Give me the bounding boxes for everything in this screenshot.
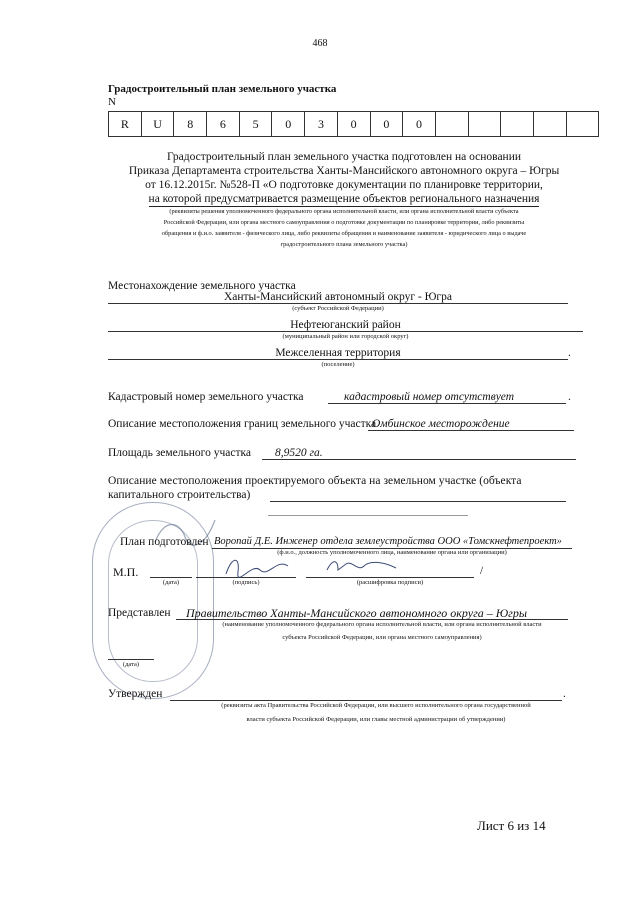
object-description-line-1: Описание местоположения проектируемого объекта на земельном участке (объекта: [108, 475, 522, 487]
area-value: 8,9520 га.: [275, 447, 323, 459]
plan-number-cell: 0: [370, 112, 403, 137]
cadastral-end: .: [568, 391, 571, 403]
basis-caption-3: обращения и ф.и.о. заявителя - физического лица, либо реквизиты обращения и наименование заявителя - юридического лица о выдаче: [161, 230, 527, 237]
location-district-line: [108, 331, 583, 332]
sheet-number: Лист 6 из 14: [477, 818, 546, 833]
approved-caption-1: (реквизиты акта Правительства Российской Федерации, или высшего исполнительного органа государственной: [221, 702, 531, 709]
location-district-value: Нефтеюганский район: [290, 319, 401, 331]
cadastral-value: кадастровый номер отсутствует: [344, 391, 515, 403]
area-label: Площадь земельного участка: [108, 447, 251, 459]
cadastral-label: Кадастровый номер земельного участка: [108, 391, 304, 403]
signature-decode-end: /: [480, 565, 484, 577]
plan-number-cell: 6: [207, 112, 240, 137]
mp-label: М.П.: [113, 565, 139, 579]
prepared-date-caption: (дата): [162, 579, 180, 586]
location-subject-value: Ханты-Мансийский автономный округ - Югра: [223, 291, 453, 303]
plan-number-cell: 3: [305, 112, 338, 137]
prepared-label: План подготовлен: [120, 536, 209, 548]
plan-number-cell: 0: [403, 112, 436, 137]
presented-date-caption: (дата): [122, 661, 140, 668]
plan-number-cell: [435, 112, 468, 137]
prepared-date-line: [150, 577, 192, 578]
signature-caption: (подпись): [232, 579, 260, 586]
boundaries-line: [368, 430, 574, 431]
plan-number-table: [108, 111, 599, 137]
approved-label: Утвержден: [108, 688, 163, 700]
object-description-faint-line: [268, 515, 468, 516]
basis-line-1: Приказа Департамента строительства Ханты-Мансийского автономного округа – Югры: [128, 165, 560, 177]
approved-line: [170, 700, 562, 701]
location-subject-line: [108, 303, 568, 304]
plan-number-cell: 8: [174, 112, 207, 137]
approved-end: .: [563, 688, 566, 700]
location-settlement-line: [108, 359, 568, 360]
document-title: Градостроительный план земельного участка: [108, 83, 337, 95]
presented-caption-1: (наименование уполномоченного федерального органа исполнительной власти, или органа исполнительной власти: [222, 621, 542, 628]
basis-line-3: на которой предусматривается размещение объектов регионального назначения: [148, 193, 540, 205]
object-description-line: [270, 501, 566, 502]
plan-number-cell: [566, 112, 599, 137]
plan-number-cell: U: [141, 112, 174, 137]
presented-caption-2: субъекта Российской Федерации, или органа местного самоуправления): [282, 634, 482, 641]
plan-number-cell: [468, 112, 501, 137]
prepared-caption: (ф.и.о., должность уполномоченного лица, наименование органа или организации): [277, 549, 507, 556]
object-description-line-2: капитального строительства): [108, 489, 251, 501]
basis-lead: Градостроительный план земельного участка подготовлен на основании: [166, 151, 522, 163]
plan-number-cell: 0: [272, 112, 305, 137]
plan-number-cell: [501, 112, 534, 137]
basis-line-2: от 16.12.2015г. №528-П «О подготовке документации по планировке территории,: [145, 179, 543, 191]
basis-caption-4: градостроительного плана земельного участка): [280, 241, 408, 248]
page-number: 468: [312, 38, 328, 49]
plan-number-row: [109, 112, 599, 137]
presented-label: Представлен: [108, 607, 171, 619]
basis-section: [108, 150, 580, 249]
boundaries-value: Омбинское месторождение: [372, 418, 510, 430]
location-subject-caption: (субъект Российской Федерации): [292, 305, 384, 312]
plan-number-cell: R: [109, 112, 142, 137]
location-label: Местонахождение земельного участка: [108, 280, 296, 292]
plan-number-cell: [533, 112, 566, 137]
approved-caption-2: власти субъекта Российской Федерации, или главы местной администрации об утверждении): [246, 716, 506, 723]
basis-caption-1: (реквизиты решения уполномоченного федерального органа исполнительной власти, или органа исполнительной власти субъекта: [169, 208, 519, 215]
cadastral-line: [328, 403, 566, 404]
presented-value: Правительство Ханты-Мансийского автономного округа – Югры: [186, 606, 527, 620]
number-label: N: [108, 96, 116, 108]
area-line: [262, 459, 576, 460]
location-district-caption: (муниципальный район или городской округ): [282, 333, 409, 340]
signature-decode-caption: (расшифровка подписи): [356, 579, 424, 586]
signature-icon: [222, 554, 292, 580]
signature-decode-icon: [324, 556, 400, 578]
location-settlement-end: .: [568, 347, 571, 359]
location-settlement-caption: (поселение): [321, 361, 355, 368]
plan-number-cell: 0: [337, 112, 370, 137]
boundaries-label: Описание местоположения границ земельного участка: [108, 418, 377, 430]
prepared-value: Воропай Д.Е. Инженер отдела землеустройства ООО «Томскнефтепроект»: [214, 536, 562, 547]
basis-caption-2: Российской Федерации, или органа местного самоуправления о подготовке документации по планировке территории, либо реквизиты: [163, 219, 525, 226]
location-settlement-value: Межселенная территория: [275, 347, 401, 359]
plan-number-cell: 5: [239, 112, 272, 137]
presented-date-line: [108, 659, 154, 660]
